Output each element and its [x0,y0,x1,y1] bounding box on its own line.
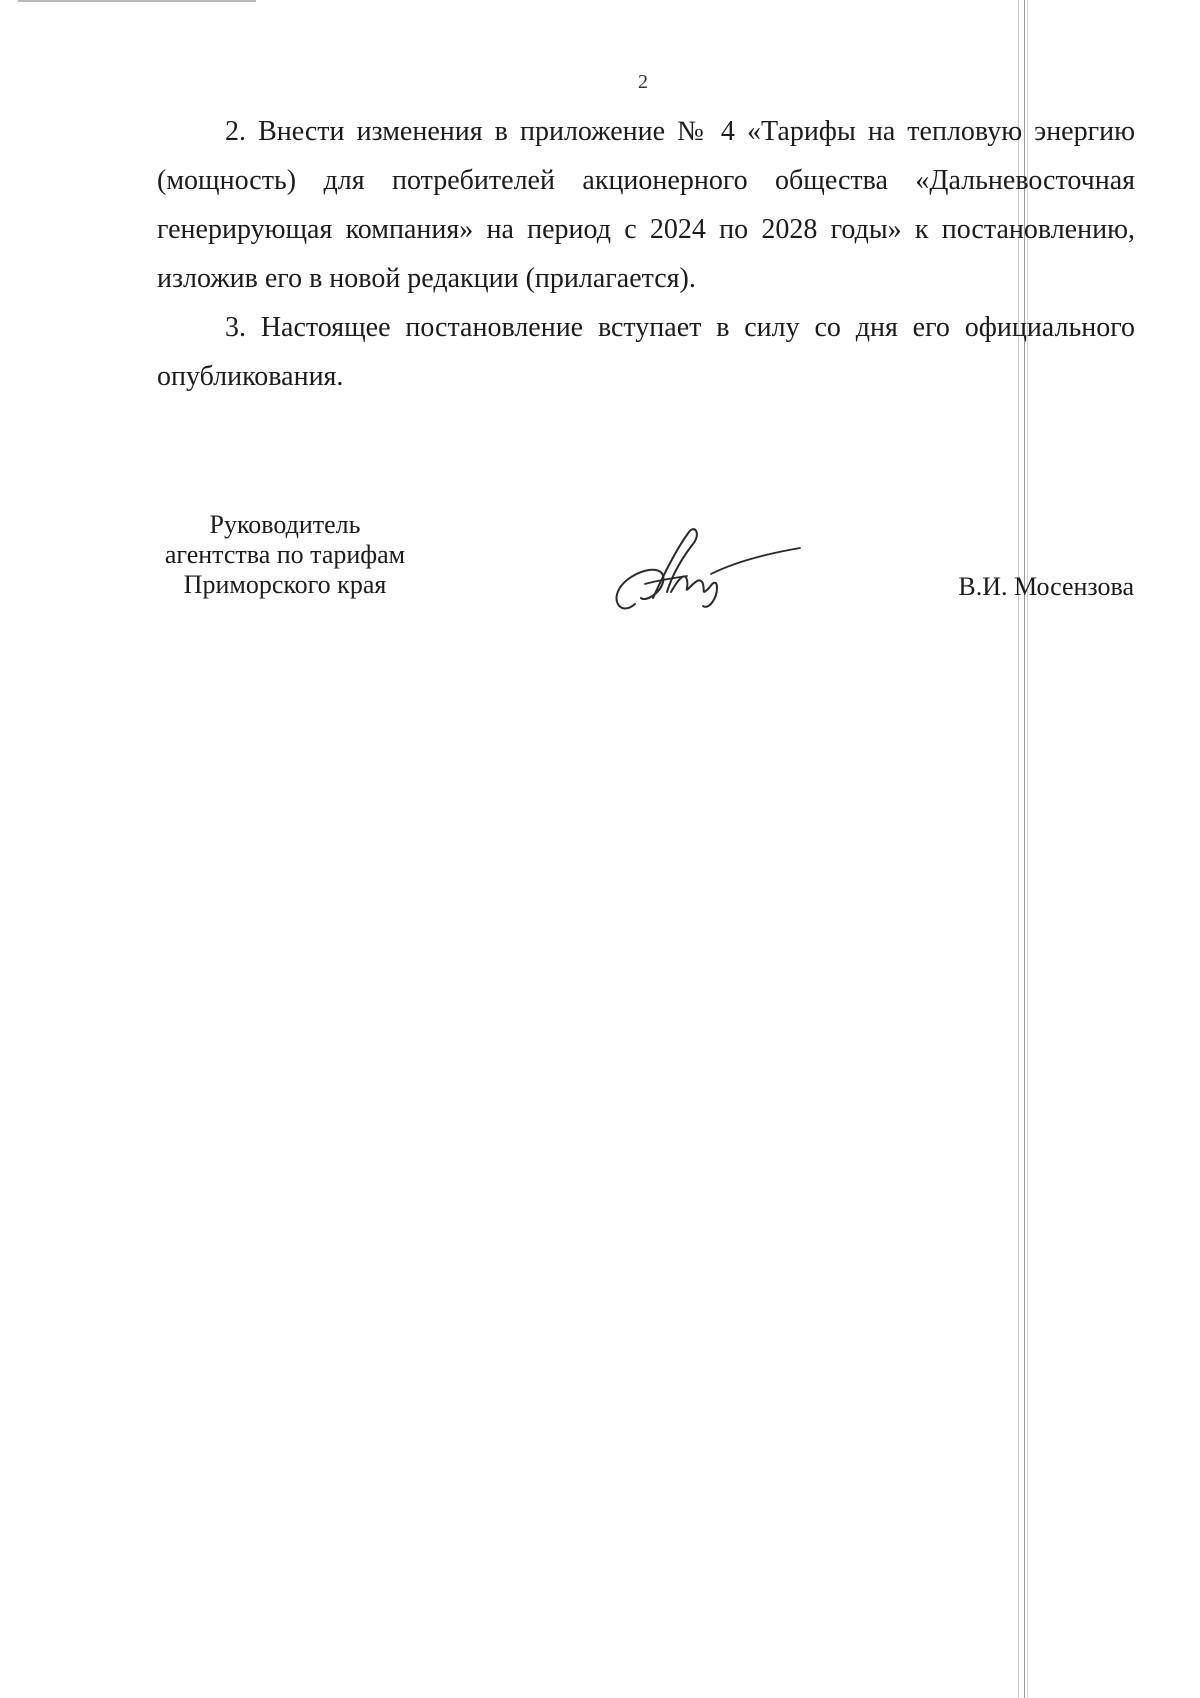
signer-position-line: агентства по тарифам [164,540,406,569]
page-number: 2 [638,71,648,93]
signer-name: В.И. Мосензова [958,572,1134,601]
signer-position [140,510,430,600]
handwritten-signature [605,526,805,626]
paragraph-item-3: 3. Настоящее постановление вступает в силу со дня его официального опубликования. [157,312,1135,392]
signature-block [0,510,1200,630]
scan-artifact-line [18,0,256,2]
signer-position-line: Приморского края [183,570,387,599]
paragraph-item-2: 2. Внести изменения в приложение № 4 «Тарифы на тепловую энергию (мощность) для потребителей акционерного общества «Дальневосточная генерирующая компания» на период с 2024 по 2028 годы» к постановлению, изложив его в новой редакции (прилагается). [157,116,1135,294]
signer-position-line: Руководитель [209,510,361,539]
document-body [157,107,1135,401]
